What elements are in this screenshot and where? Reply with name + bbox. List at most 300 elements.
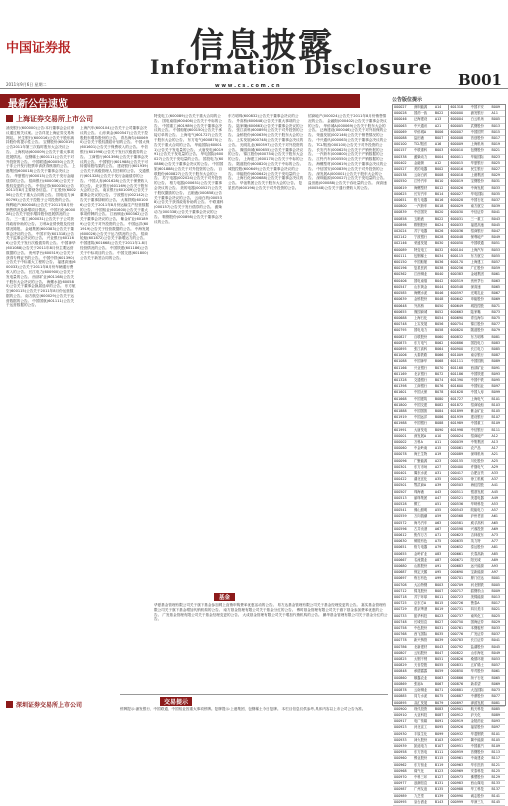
index-cell: 佛塑股份 xyxy=(470,774,491,780)
index-cell: B068 xyxy=(434,359,449,365)
index-cell: 许继电气 xyxy=(470,464,491,470)
index-cell: B059 xyxy=(490,266,505,272)
text-column-3: 特变电工(600089)公告关于重大合同的公告。 国电南瑞(600406)公告关于中标的公告。 中国重工(601989)公告关于董事会决议的公告。 中国船舶(600150)公告关于承接订单的公告。 上海电气(601727)公告关于股东大会的公告。 东方电气(600875)公告关于重大合同的公告。 华能国际(600011)公告关于发电量的公告。 大唐发电(601991)公告关于发电量的公告。 华电国际(600027)公告关于发电量的公告。 国投电力(600886)公告关于董事会决议的公告。 中国国旅(601888)公告关于对外投资的公告。 百联股份(600827)公告关于股东大会的公告。 苏宁电器(002024)公告关于对外投资的公告。 格力电器(000651)公告关于董事会决议的公告。 美的电器(000527)公告关于股权激励的公告。 五粮液(000858)公告关于董事会决议的公告。 云南白药(000538)公告关于获得政府补助的公告。 中联重科(000157)公告关于发行债券的公告。 潍柴动力(000338)公告关于董事会决议的公告。 鞍钢股份(000898)公告关于董事会决议的公告。 xyxy=(154,114,224,224)
index-cell: 601006 xyxy=(393,353,413,359)
index-cell: B031 xyxy=(490,179,505,185)
index-table-body xyxy=(393,105,505,805)
index-cell: 000625 xyxy=(393,191,413,197)
square-bullet-icon xyxy=(6,701,13,708)
index-cell: B062 xyxy=(434,340,449,346)
index-cell: B038 xyxy=(434,266,449,272)
index-cell: 000977 xyxy=(393,781,413,787)
index-cell: 天音控股 xyxy=(413,663,434,669)
index-cell: B081 xyxy=(490,700,505,706)
index-cell: 000652 xyxy=(449,545,470,551)
index-cell: 600875 xyxy=(393,340,413,346)
index-cell: A97 xyxy=(490,570,505,576)
index-cell: 600519 xyxy=(449,278,470,284)
index-cell: B079 xyxy=(490,328,505,334)
index-cell: B001 xyxy=(490,576,505,582)
index-cell: 长江电力 xyxy=(470,346,491,352)
index-cell: 002146 xyxy=(393,241,413,247)
index-cell: B089 xyxy=(490,712,505,718)
index-cell: 600256 xyxy=(449,266,470,272)
site-url[interactable]: w w w . c s . c o m . c n xyxy=(215,83,280,89)
index-cell: A33 xyxy=(490,470,505,476)
index-cell: 601899 xyxy=(449,408,470,414)
index-cell: 东方电气 xyxy=(413,340,434,346)
index-cell: 000701 xyxy=(449,576,470,582)
index-cell: 000028 xyxy=(393,111,413,117)
index-cell: 000800 xyxy=(393,204,413,210)
index-cell: 中国联通 xyxy=(470,241,491,247)
index-cell: 000999 xyxy=(449,799,470,805)
index-cell: 000501 xyxy=(393,483,413,489)
index-cell: 000527 xyxy=(393,167,413,173)
index-cell: A14 xyxy=(434,105,449,111)
index-cell: 华东医药 xyxy=(470,762,491,768)
index-cell: B145 xyxy=(490,799,505,805)
index-cell: 华润三九 xyxy=(470,799,491,805)
index-cell: 000100 xyxy=(393,142,413,148)
index-cell: B101 xyxy=(490,396,505,402)
index-cell: A73 xyxy=(490,533,505,539)
index-cell: 首钢股份 xyxy=(470,750,491,756)
index-cell: 000687 xyxy=(393,570,413,576)
index-cell: A37 xyxy=(490,477,505,483)
index-cell: 600827 xyxy=(393,334,413,340)
index-cell: 600895 xyxy=(393,346,413,352)
index-cell: 000712 xyxy=(393,588,413,594)
index-cell: B105 xyxy=(490,408,505,414)
index-cell: B002 xyxy=(434,167,449,173)
index-cell: B050 xyxy=(434,303,449,309)
index-cell: 电广传媒 xyxy=(413,719,434,725)
page-title-en: Information Disclosure xyxy=(150,55,433,79)
index-cell: 601991 xyxy=(393,427,413,433)
index-cell: 炼石有色 xyxy=(413,576,434,582)
index-cell: 城投控股 xyxy=(470,303,491,309)
index-cell: 包钢稀土 xyxy=(413,253,434,259)
index-cell: 000155 xyxy=(449,458,470,464)
index-cell: 云南铜业 xyxy=(413,688,434,694)
index-cell: 000919 xyxy=(449,719,470,725)
index-cell: 华能国际 xyxy=(470,154,491,160)
index-cell: 000612 xyxy=(393,533,413,539)
index-cell: 000528 xyxy=(393,502,413,508)
index-cell: A13 xyxy=(490,439,505,445)
index-cell: B088 xyxy=(434,421,449,427)
index-cell: 600033 xyxy=(449,222,470,228)
index-cell: 中国国航 xyxy=(470,359,491,365)
index-cell: 湖北宜化 xyxy=(413,477,434,483)
index-cell: B135 xyxy=(434,787,449,793)
index-cell: 600027 xyxy=(449,191,470,197)
index-cell: 燕京啤酒 xyxy=(413,607,434,613)
index-cell: B022 xyxy=(434,111,449,117)
index-cell: 000559 xyxy=(393,514,413,520)
index-cell: 长城信息 xyxy=(413,619,434,625)
index-cell: B035 xyxy=(434,632,449,638)
index-cell: 航天科技 xyxy=(470,706,491,712)
index-cell: 600639 xyxy=(393,297,413,303)
index-cell: 云铝股份 xyxy=(413,650,434,656)
index-cell: B047 xyxy=(490,229,505,235)
index-cell: 000078 xyxy=(393,452,413,458)
index-cell: 中鼎股份 xyxy=(470,694,491,700)
index-cell: B003 xyxy=(434,582,449,588)
index-cell: 三一重工 xyxy=(470,216,491,222)
index-cell: 锦江股份 xyxy=(470,322,491,328)
index-cell: A41 xyxy=(490,483,505,489)
text-column-2: 上海汽车(600104)公告关于公司董事会决议的公告。 山东黄金(600547)公告关于控股股东增持股份的公告。 青岛海尔(600690)公告关于股权激励计划的公告。 中国太保(601601)公告关于保费收入的公告。 中信银行(601998)公告关于发行次级债券的公告。 工商银行(601398)公告关于董事会决议的公告。 中国银行(601988)公告关于可转债转股结果的公告。 建设银行(601939)公告关于高级管理人员任职的公告。 交通银行(601328)公告关于发行金融债券的公告。 中国人寿(601628)公告关于保费收入的公告。 北京银行(601169)公告关于股东大会的公告。 南京银行(601009)公告关于董事会决议的公告。 宁波银行(002142)公告关于董事辞职的公告。 大秦铁路(601006)公告关于2011年8月份运输生产经营数据的公告。 中国铝业(601600)公告关于重大事项停牌的公告。 江西铜业(600362)公告关于董事会决议的公告。 紫金矿业(601899)公告关于对外投资的公告。 中国远洋(601919)公告关于经营数据的公告。 中海发展(600026)公告关于运力情况的公告。 招商轮船(601872)公告关于新增运力的公告。 中国建筑(601668)公告关于2011年1-8月经营情况的公告。 中国铁建(601186)公告关于中标项目的公告。 中国交建(601800)公告关于新签合同的公告。 xyxy=(80,126,150,260)
index-cell: 美锦能源 xyxy=(470,595,491,601)
index-cell: 煤气化 xyxy=(413,768,434,774)
index-cell: A45 xyxy=(490,489,505,495)
index-cell: 津滨发展 xyxy=(470,700,491,706)
index-cell: B055 xyxy=(434,663,449,669)
index-cell: B125 xyxy=(490,768,505,774)
index-cell: B065 xyxy=(490,284,505,290)
index-cell: B093 xyxy=(490,719,505,725)
index-cell: B046 xyxy=(434,291,449,297)
index-cell: 中兴通讯 xyxy=(413,123,434,129)
index-cell: 600031 xyxy=(449,216,470,222)
index-cell: 冀中能源 xyxy=(470,737,491,743)
index-cell: 江西铜业 xyxy=(413,272,434,278)
index-cell: 600030 xyxy=(449,210,470,216)
index-cell: B013 xyxy=(490,595,505,601)
index-title: 公告版位提示 xyxy=(392,97,423,103)
index-cell: A57 xyxy=(490,508,505,514)
index-cell: 皇台酒业 xyxy=(413,799,434,805)
index-cell: 鲁泰A xyxy=(470,601,491,607)
index-cell: B029 xyxy=(490,173,505,179)
index-cell: B066 xyxy=(434,353,449,359)
index-cell: B099 xyxy=(490,390,505,396)
index-cell: TCL集团 xyxy=(413,142,434,148)
index-cell: B016 xyxy=(434,198,449,204)
index-cell: 深高速 xyxy=(470,284,491,290)
index-cell: 泸州老窖 xyxy=(470,514,491,520)
index-cell: 顺鑫农业 xyxy=(413,675,434,681)
index-cell: 中国铝业 xyxy=(470,384,491,390)
index-cell: B051 xyxy=(434,657,449,663)
index-cell: 锡业股份 xyxy=(413,756,434,762)
index-row xyxy=(393,799,505,805)
index-cell: 000737 xyxy=(449,613,470,619)
index-cell: 民生银行 xyxy=(470,167,491,173)
index-cell: 000046 xyxy=(393,117,413,123)
index-cell: 000651 xyxy=(393,198,413,204)
index-cell: 皖能电力 xyxy=(470,508,491,514)
index-cell: A17 xyxy=(490,446,505,452)
index-cell: 000630 xyxy=(393,539,413,545)
index-cell: 海王生物 xyxy=(413,452,434,458)
index-cell: B034 xyxy=(434,253,449,259)
index-cell: B127 xyxy=(434,774,449,780)
index-cell: 000671 xyxy=(449,557,470,563)
index-cell: B071 xyxy=(490,303,505,309)
index-cell: A35 xyxy=(434,477,449,483)
index-cell: B069 xyxy=(490,297,505,303)
index-cell: B065 xyxy=(490,675,505,681)
index-cell: 一汽轿车 xyxy=(413,204,434,210)
index-cell: 双汇发展 xyxy=(413,700,434,706)
index-cell: 000968 xyxy=(393,768,413,774)
index-cell: 000541 xyxy=(393,508,413,514)
index-cell: 名流置业 xyxy=(413,557,434,563)
index-cell: A49 xyxy=(490,495,505,501)
index-cell: B123 xyxy=(434,768,449,774)
index-cell: B022 xyxy=(434,216,449,222)
index-cell: 苏宁环球 xyxy=(413,595,434,601)
index-cell: B043 xyxy=(490,216,505,222)
square-bullet-icon xyxy=(6,115,13,122)
index-cell: 000969 xyxy=(449,768,470,774)
index-cell: 泛海建设 xyxy=(413,117,434,123)
index-cell: B021 xyxy=(490,607,505,613)
index-cell: 中国铁建 xyxy=(470,371,491,377)
index-cell: A39 xyxy=(434,483,449,489)
index-cell: B006 xyxy=(434,129,449,135)
index-cell: 隧道股份 xyxy=(470,328,491,334)
index-cell: B017 xyxy=(490,601,505,607)
index-cell: 600597 xyxy=(449,291,470,297)
index-cell: 000069 xyxy=(393,129,413,135)
index-cell: 600548 xyxy=(449,284,470,290)
index-cell: B064 xyxy=(434,346,449,352)
index-cell: A16 xyxy=(434,142,449,148)
index-cell: 000887 xyxy=(449,694,470,700)
index-cell: 600832 xyxy=(449,334,470,340)
index-cell: 南风化工 xyxy=(470,613,491,619)
index-cell: B043 xyxy=(434,644,449,650)
text-column-5: 招商地产(000024)公告关于2011年8月份销售情况的公告。 金融街(000402)公告关于董事会决议的公告。 华侨城A(000069)公告关于股东大会的公告。 泛海建设(000046)公告关于对外担保的公告。 荣盛发展(002146)公告关于销售情况的公告。 中兴通讯(000063)公告关于董事会决议的公告。 TCL集团(000100)公告关于对外投资的公告。 长安汽车(000625)公告关于产销快报的公告。 一汽轿车(000800)公告关于产销数据的公告。 江铃汽车(000550)公告关于产销数据的公告。 海螺型材(000619)公告关于董事会决议的公告。 中信国安(000839)公告关于对外投资的公告。 深发展A(000001)公告关于股东大会的公告。 深圳能源(000027)公告关于发电量的公告。 盐田港(000088)公告关于吞吐量的公告。 深高速(600548)公告关于通行费收入的公告。 xyxy=(308,114,387,190)
index-cell: B057 xyxy=(490,663,505,669)
index-cell: B020 xyxy=(434,210,449,216)
index-cell: 复星医药 xyxy=(413,266,434,272)
index-cell: 000831 xyxy=(449,663,470,669)
index-cell: 601169 xyxy=(393,371,413,377)
index-cell: 华侨城A xyxy=(413,129,434,135)
index-cell: 河北钢铁 xyxy=(470,582,491,588)
index-cell: B105 xyxy=(490,737,505,743)
index-cell: 国投电力 xyxy=(470,340,491,346)
index-cell: 福建高速 xyxy=(470,222,491,228)
index-cell: 000598 xyxy=(449,526,470,532)
index-cell: 中集集团 xyxy=(470,439,491,445)
index-cell: 600690 xyxy=(449,315,470,321)
index-cell: 000973 xyxy=(449,774,470,780)
index-cell: 工商银行 xyxy=(413,384,434,390)
index-cell: A19 xyxy=(434,452,449,458)
index-cell: 000596 xyxy=(393,526,413,532)
index-cell: 601872 xyxy=(449,402,470,408)
index-cell: 600036 xyxy=(449,229,470,235)
index-cell: B086 xyxy=(434,415,449,421)
index-cell: 601398 xyxy=(393,384,413,390)
index-cell: B053 xyxy=(490,247,505,253)
index-cell: 000039 xyxy=(449,439,470,445)
index-cell: 000661 xyxy=(449,551,470,557)
index-cell: 000825 xyxy=(393,657,413,663)
index-cell: 贵州茅台 xyxy=(470,278,491,284)
page-title-cn: 信息披露 xyxy=(190,26,334,66)
index-cell: B026 xyxy=(434,229,449,235)
index-cell: 000778 xyxy=(393,638,413,644)
index-cell: 合肥百货 xyxy=(470,470,491,476)
index-cell: B083 xyxy=(490,340,505,346)
index-cell: 安泰科技 xyxy=(470,768,491,774)
index-cell: 000989 xyxy=(393,793,413,799)
index-cell: 000619 xyxy=(393,185,413,191)
index-cell: 600019 xyxy=(449,179,470,185)
index-cell: 海螺型材 xyxy=(413,185,434,191)
index-cell: 大冶特钢 xyxy=(413,582,434,588)
index-cell: 鞍钢股份 xyxy=(413,222,434,228)
index-cell: 云南白药 xyxy=(413,173,434,179)
index-cell: A43 xyxy=(434,489,449,495)
index-cell: A10 xyxy=(434,433,449,439)
index-cell: 000690 xyxy=(449,570,470,576)
index-cell: 000866 xyxy=(449,675,470,681)
index-cell: 光明乳业 xyxy=(470,291,491,297)
index-cell: B095 xyxy=(490,377,505,383)
index-cell: 000623 xyxy=(449,533,470,539)
index-cell: 中国平安 xyxy=(470,105,491,111)
index-cell: 承德露露 xyxy=(413,669,434,675)
index-cell: 华夏银行 xyxy=(470,160,491,166)
index-cell: 600004 xyxy=(449,117,470,123)
index-cell: B051 xyxy=(490,241,505,247)
index-cell: 华工科技 xyxy=(470,787,491,793)
index-cell: 锦龙股份 xyxy=(413,588,434,594)
index-cell: 000897 xyxy=(449,700,470,706)
index-cell: 000951 xyxy=(449,743,470,749)
index-cell: 000786 xyxy=(393,644,413,650)
index-cell: B013 xyxy=(490,123,505,129)
index-cell: 000758 xyxy=(393,626,413,632)
index-cell: 000829 xyxy=(393,663,413,669)
index-cell: 000027 xyxy=(393,105,413,111)
fund-text: 华夏基金管理有限公司关于旗下基金参加网上直销申购费率优惠活动的公告。 易方达基金管理有限公司关于基金经理变更的公告。 嘉实基金管理有限公司关于旗下基金增加代销机构的公告。 南方基金管理有限公司关于基金分红的公告。 博时基金管理有限公司关于旗下基金参加费率优惠的公告。 广发基金管理有限公司关于基金经理变更的公告。 大成基金管理有限公司关于增加代销机构的公告。 鹏华基金管理有限公司关于基金分红的公告。 xyxy=(154,603,388,622)
index-cell: B021 xyxy=(490,148,505,154)
index-cell: B056 xyxy=(434,322,449,328)
index-cell: 601628 xyxy=(449,390,470,396)
index-cell: B075 xyxy=(490,315,505,321)
index-cell: B101 xyxy=(490,731,505,737)
index-cell: 格力电器 xyxy=(413,545,434,551)
index-cell: B078 xyxy=(434,390,449,396)
index-cell: 601939 xyxy=(449,415,470,421)
banner-title: 最新公告速览 xyxy=(8,99,68,110)
index-cell: A53 xyxy=(490,502,505,508)
page-number: B001 xyxy=(458,71,502,89)
index-cell: 中海发展 xyxy=(470,185,491,191)
index-cell: 金岭矿业 xyxy=(413,551,434,557)
index-cell: B081 xyxy=(490,334,505,340)
index-cell: A29 xyxy=(490,464,505,470)
index-cell: 海虹控股 xyxy=(470,483,491,489)
index-cell: 601989 xyxy=(449,421,470,427)
index-cell: 中信证券 xyxy=(470,210,491,216)
index-cell: 600029 xyxy=(449,204,470,210)
index-cell: 600008 xyxy=(449,136,470,142)
index-cell: 000513 xyxy=(393,495,413,501)
index-cell: 北京银行 xyxy=(413,371,434,377)
index-cell: B033 xyxy=(490,185,505,191)
index-cell: 600104 xyxy=(449,247,470,253)
index-cell: 金融街 xyxy=(413,160,434,166)
index-cell: 鄂武商A xyxy=(413,483,434,489)
index-cell: 宝钢股份 xyxy=(470,179,491,185)
index-cell: B141 xyxy=(490,793,505,799)
index-cell: B109 xyxy=(490,743,505,749)
index-cell: B048 xyxy=(434,297,449,303)
index-cell: B028 xyxy=(434,235,449,241)
index-cell: 中国石化 xyxy=(470,198,491,204)
index-cell: 000900 xyxy=(393,706,413,712)
index-cell: B019 xyxy=(434,607,449,613)
index-cell: 古井贡酒 xyxy=(413,526,434,532)
index-cell: 000729 xyxy=(393,607,413,613)
index-cell: 海螺水泥 xyxy=(413,291,434,297)
index-cell: 金地集团 xyxy=(470,272,491,278)
index-cell: 丰原生化 xyxy=(413,731,434,737)
index-cell: 英力特 xyxy=(470,539,491,545)
index-cell: 南方航空 xyxy=(470,204,491,210)
index-cell: 600547 xyxy=(393,284,413,290)
index-cell: 珠海港 xyxy=(413,489,434,495)
index-cell: B057 xyxy=(490,260,505,266)
index-cell: 000002 xyxy=(393,439,413,445)
index-cell: 600648 xyxy=(393,303,413,309)
index-cell: 000970 xyxy=(393,774,413,780)
index-cell: A23 xyxy=(434,458,449,464)
index-cell: B067 xyxy=(434,681,449,687)
index-cell: B090 xyxy=(434,427,449,433)
index-cell: 农产品 xyxy=(470,446,491,452)
index-cell: 浦发银行 xyxy=(470,111,491,117)
section-fund-title: 基金 xyxy=(214,593,235,601)
index-cell: 中国中铁 xyxy=(470,377,491,383)
index-cell: 丽珠集团 xyxy=(413,495,434,501)
index-cell: 600018 xyxy=(449,173,470,179)
index-cell: B025 xyxy=(490,613,505,619)
index-cell: 600688 xyxy=(393,315,413,321)
index-cell: 兴蓉投资 xyxy=(470,526,491,532)
index-cell: B018 xyxy=(434,204,449,210)
index-cell: 000961 xyxy=(449,756,470,762)
index-cell: 600015 xyxy=(449,160,470,166)
index-cell: 中南建设 xyxy=(470,756,491,762)
index-cell: B039 xyxy=(434,638,449,644)
index-cell: A83 xyxy=(434,551,449,557)
index-cell: 000768 xyxy=(393,632,413,638)
index-cell: B027 xyxy=(434,619,449,625)
index-cell: 泸天化 xyxy=(470,712,491,718)
index-cell: 000651 xyxy=(393,545,413,551)
index-cell: 武钢股份 xyxy=(470,123,491,129)
index-cell: 000089 xyxy=(449,452,470,458)
index-cell: 诚志股份 xyxy=(470,793,491,799)
index-cell: 000895 xyxy=(393,700,413,706)
index-cell: 东方热电 xyxy=(413,750,434,756)
index-cell: B087 xyxy=(490,353,505,359)
index-cell: B035 xyxy=(490,191,505,197)
index-cell: 九芝堂 xyxy=(413,793,434,799)
